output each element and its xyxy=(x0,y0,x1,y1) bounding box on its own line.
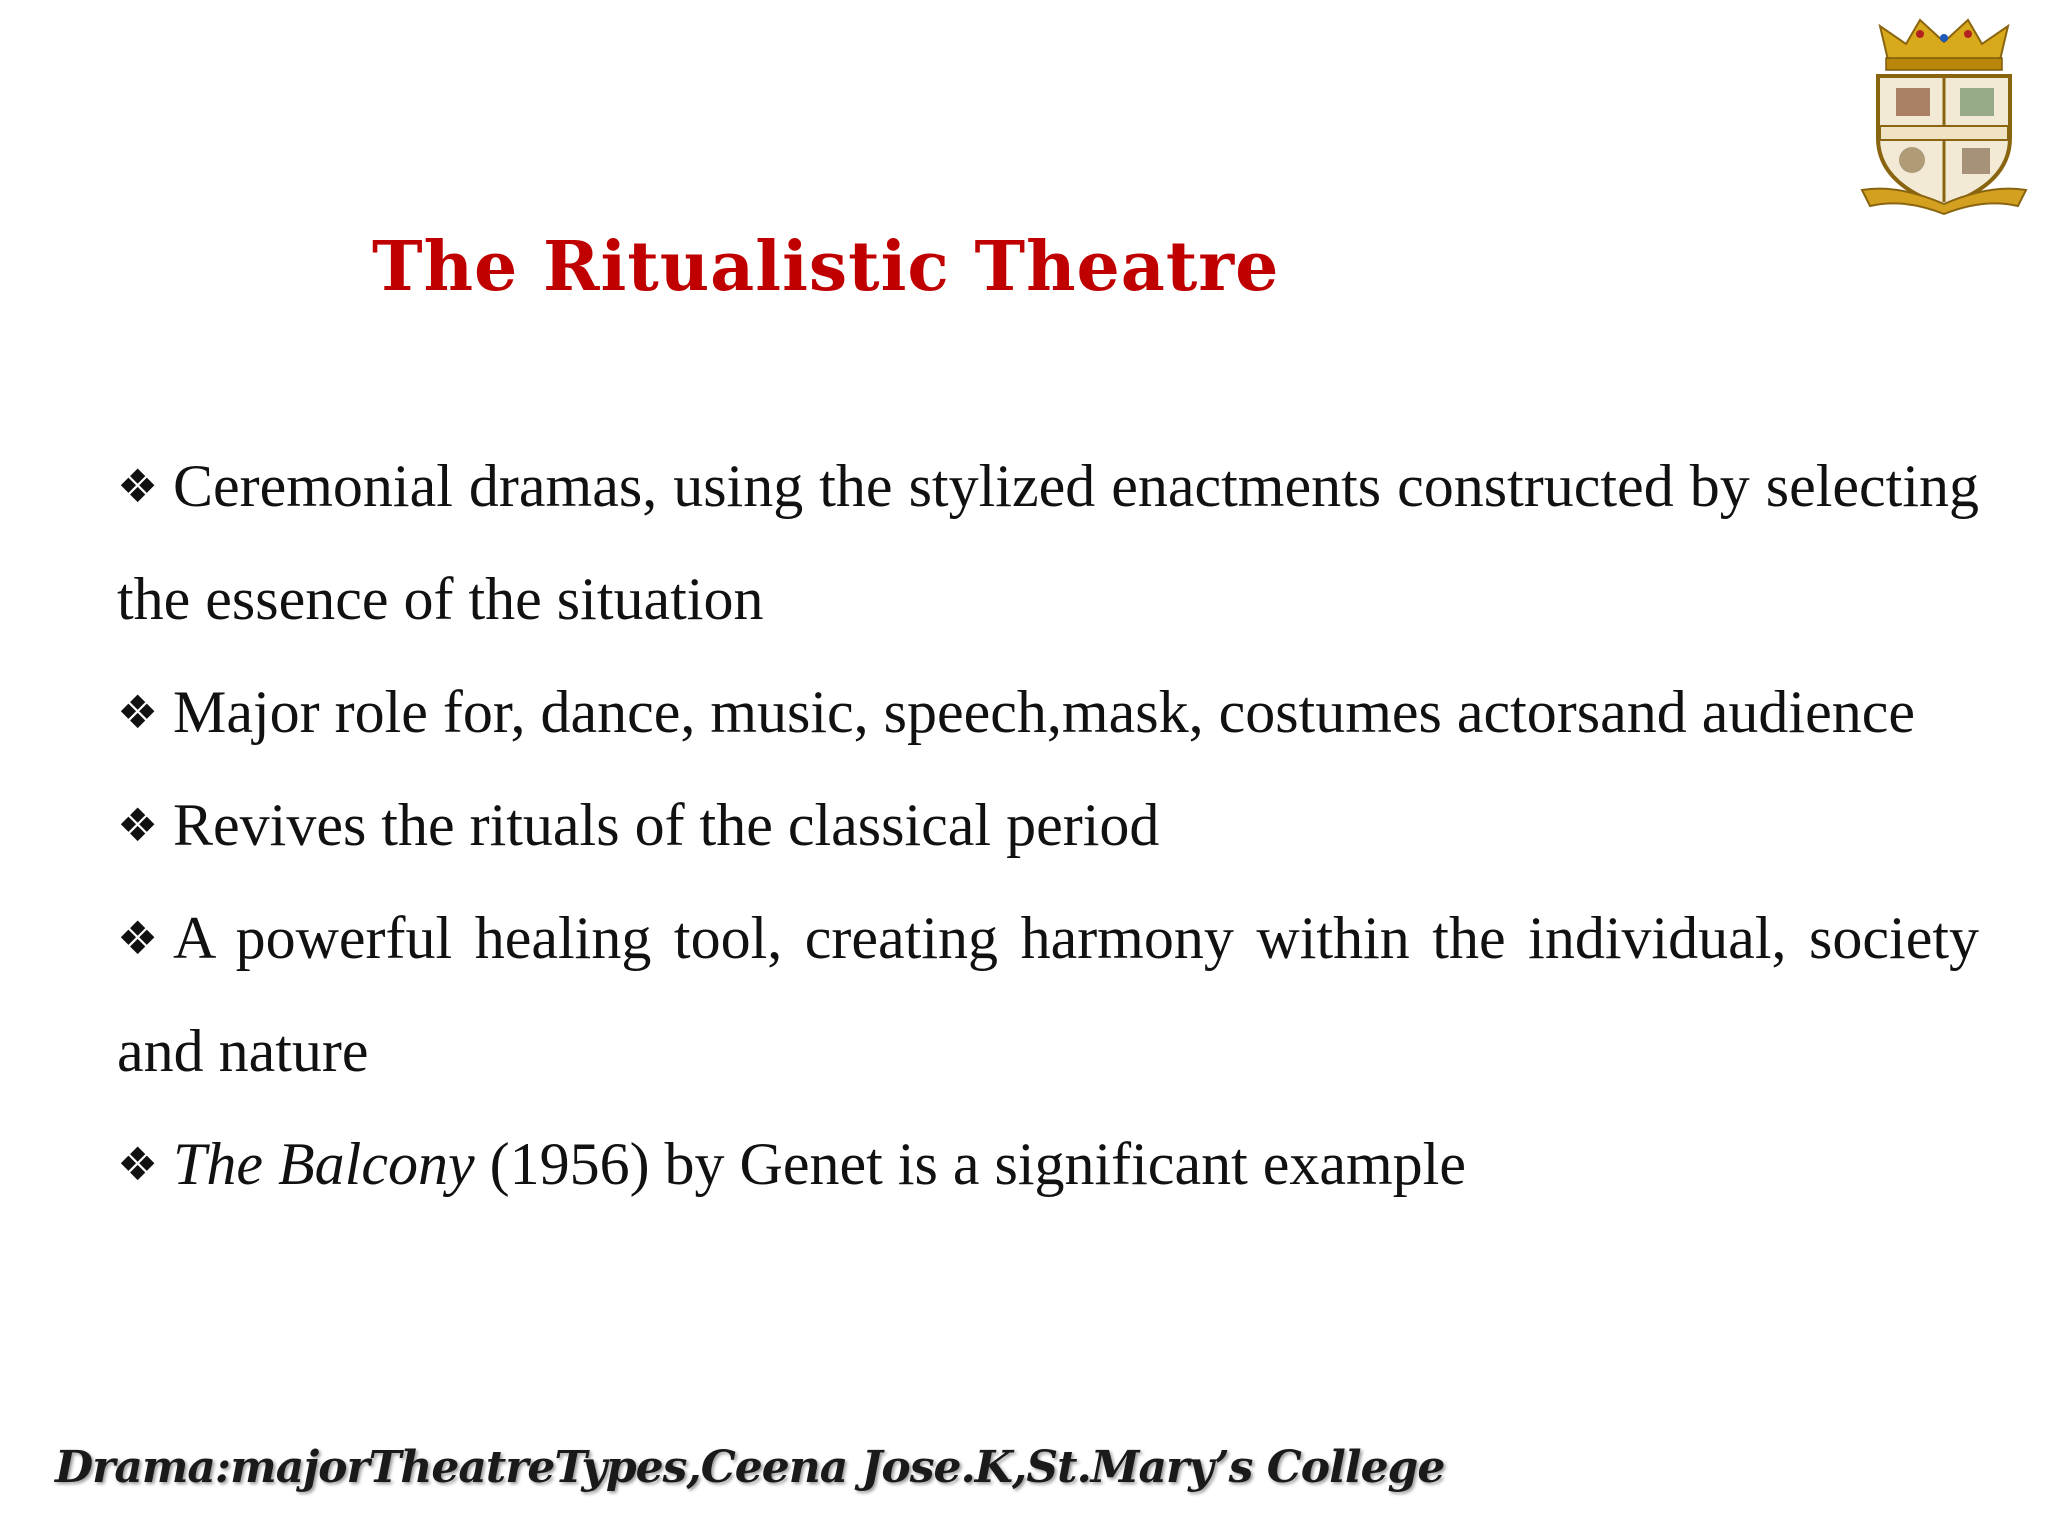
bullet-text: Ceremonial dramas, using the stylized enactments constructed by selecting the essence of the situation xyxy=(117,453,1979,632)
diamond-bullet-icon: ❖ xyxy=(117,798,159,852)
diamond-bullet-icon: ❖ xyxy=(117,459,159,513)
bullet-item xyxy=(117,769,1979,882)
college-crest-icon xyxy=(1858,14,2030,220)
diamond-bullet-icon: ❖ xyxy=(117,685,159,739)
bullet-item xyxy=(117,882,1979,1108)
play-title: The Balcony xyxy=(173,1131,475,1197)
diamond-bullet-icon: ❖ xyxy=(117,1137,159,1191)
bullet-item xyxy=(117,1108,1979,1221)
bullet-text: Revives the rituals of the classical period xyxy=(173,792,1160,858)
slide-title: The Ritualistic Theatre xyxy=(372,227,1280,307)
bullet-item xyxy=(117,430,1979,656)
slide-footer: Drama:majorTheatreTypes,Ceena Jose.K,St.Mary’s College xyxy=(55,1442,1445,1493)
bullet-text: A powerful healing tool, creating harmony within the individual, society and nature xyxy=(117,905,1979,1084)
bullet-list xyxy=(117,430,1979,1221)
diamond-bullet-icon: ❖ xyxy=(117,911,159,965)
bullet-text: Major role for, dance, music, speech,mask, costumes actorsand audience xyxy=(173,679,1915,745)
bullet-item xyxy=(117,656,1979,769)
bullet-text: (1956) by Genet is a significant example xyxy=(474,1131,1466,1197)
